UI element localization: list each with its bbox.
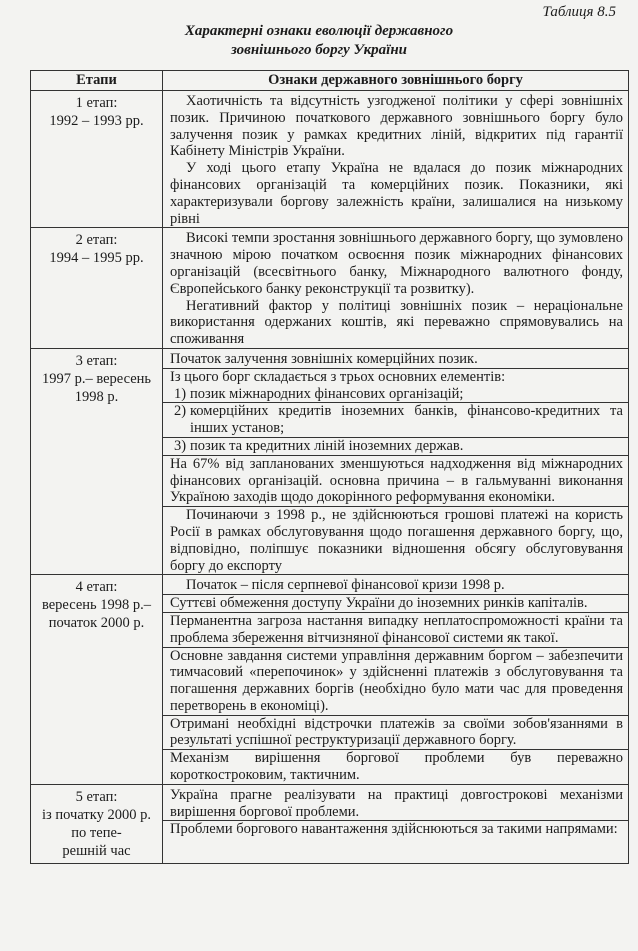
header-stages: Етапи bbox=[31, 71, 163, 91]
stage-period: 1997 р.– вересень bbox=[41, 370, 152, 387]
stage-period: 1998 р. bbox=[74, 388, 119, 405]
list-number: 2) bbox=[174, 403, 187, 420]
list-item bbox=[170, 438, 623, 455]
row-divider bbox=[163, 368, 628, 403]
list-text: позик та кредитних ліній іноземних держав. bbox=[190, 437, 464, 454]
table-number: Таблиця 8.5 bbox=[542, 4, 616, 20]
feature-paragraph: Хаотичність та відсутність узгодженої політики у сфері зовнішніх позик. Причиною початкового державного зовнішнього боргу було залучення позик у рамках кредитних ліній, відкритих під гарантії Кабінету Міністрів України. bbox=[170, 93, 623, 160]
title-line-2: зовнішнього боргу України bbox=[230, 42, 408, 58]
stage-label: 3 етап: bbox=[75, 352, 118, 369]
feature-paragraph: Отримані необхідні відстрочки платежів за своїми зобов'язаннями в результаті успішної реструктуризації державного боргу. bbox=[170, 715, 623, 749]
feature-paragraph: Суттєві обмеження доступу України до іноземних ринків капіталів. bbox=[170, 595, 588, 612]
stage-period: початок 2000 р. bbox=[48, 615, 145, 632]
row-divider bbox=[163, 647, 628, 715]
table-row bbox=[31, 575, 629, 785]
row-divider bbox=[163, 437, 628, 455]
stage-period: по тепе- bbox=[71, 824, 122, 841]
stage-label: 5 етап: bbox=[75, 788, 118, 805]
row-divider bbox=[163, 455, 628, 506]
row-divider bbox=[163, 594, 628, 612]
feature-paragraph: У ході цього етапу Україна не вдалася до позик міжнародних фінансових організацій та комерційних позик. Показники, які характеризували боргову залежність країни, залишалися на низькому рівні bbox=[170, 160, 623, 227]
table-row bbox=[31, 784, 629, 863]
feature-paragraph: Початок – після серпневої фінансової кризи 1998 р. bbox=[186, 577, 505, 594]
stage-cell bbox=[31, 91, 163, 228]
feature-paragraph: Починаючи з 1998 р., не здійснюються грошові платежі на користь Росії в рамках обслуговування щодо погашення державного боргу, що, відповідно, поліпшує показники відношення обсягу обслуговування боргу до експорту bbox=[170, 507, 623, 574]
features-cell bbox=[163, 784, 629, 863]
stage-period: 1994 – 1995 рр. bbox=[49, 250, 144, 267]
list-item bbox=[170, 403, 623, 437]
stage-label: 2 етап: bbox=[75, 232, 118, 249]
features-cell bbox=[163, 575, 629, 785]
stage-cell bbox=[31, 784, 163, 863]
evolution-table bbox=[30, 70, 629, 864]
table-row bbox=[31, 91, 629, 228]
list-text: комерційних кредитів іноземних банків, фінансово-кредитних та інших установ; bbox=[190, 403, 623, 437]
stage-period: решній час bbox=[62, 842, 131, 859]
stage-period: із початку 2000 р. bbox=[42, 806, 151, 823]
stage-cell bbox=[31, 348, 163, 574]
feature-paragraph: Основне завдання системи управління державним боргом – забезпечити тимчасовий «перепочинок» у здійсненні платежів з обслуговування та погашення державних боргів (необхідно було мати час для проведення перетворень в економіці). bbox=[170, 647, 623, 714]
table-row bbox=[31, 348, 629, 574]
row-divider bbox=[163, 402, 628, 437]
features-cell bbox=[163, 348, 629, 574]
feature-paragraph: Проблеми боргового навантаження здійснюються за такими напрямами: bbox=[170, 821, 618, 838]
feature-paragraph: Механізм вирішення боргової проблеми був переважно короткостроковим, тактичним. bbox=[170, 750, 623, 784]
feature-paragraph: Початок залучення зовнішніх комерційних позик. bbox=[170, 350, 478, 367]
table-row bbox=[31, 228, 629, 349]
feature-paragraph: Із цього борг складається з трьох основних елементів: bbox=[170, 368, 506, 385]
row-divider bbox=[163, 506, 628, 574]
features-cell bbox=[163, 91, 629, 228]
header-row bbox=[31, 71, 629, 91]
list-number: 1) bbox=[174, 385, 187, 402]
list-item bbox=[170, 386, 623, 403]
stage-label: 4 етап: bbox=[75, 579, 118, 596]
list-text: позик міжнародних фінансових організацій; bbox=[190, 385, 464, 402]
feature-paragraph: Негативний фактор у політиці зовнішніх позик – нераціональне використання одержаних коштів, які переважно спрямовувались на споживання bbox=[170, 297, 623, 348]
feature-paragraph: Перманентна загроза настання випадку неплатоспроможності країни та проблема збереження вітчизняної фінансової системи як такої. bbox=[170, 612, 623, 646]
header-features: Ознаки державного зовнішнього боргу bbox=[163, 71, 629, 91]
table-title bbox=[0, 22, 638, 60]
stage-label: 1 етап: bbox=[75, 95, 118, 111]
row-divider bbox=[163, 749, 628, 784]
stage-cell bbox=[31, 228, 163, 349]
stage-period: вересень 1998 р.– bbox=[41, 597, 152, 614]
feature-paragraph: Високі темпи зростання зовнішнього державного боргу, що зумовлено значною мірою початком освоєння позик міжнародних фінансових організацій (всесвітнього банку, Міжнародного валютного фонду, Європейського банку реконструкції та розвитку). bbox=[170, 230, 623, 297]
feature-paragraph: На 67% від запланованих зменшуються надходження від міжнародних фінансових організацій. основна причина – в гальмуванні виконання Україною заходів щодо докорінного реформування економіки. bbox=[170, 455, 623, 506]
list-number: 3) bbox=[174, 437, 187, 454]
feature-paragraph: Україна прагне реалізувати на практиці довгострокові механізми вирішення боргової проблеми. bbox=[170, 786, 623, 820]
row-divider bbox=[163, 715, 628, 750]
features-cell bbox=[163, 228, 629, 349]
stage-cell bbox=[31, 575, 163, 785]
stage-period: 1992 – 1993 рр. bbox=[49, 113, 144, 129]
row-divider bbox=[163, 820, 628, 838]
title-line-1: Характерні ознаки еволюції державного bbox=[184, 23, 454, 39]
row-divider bbox=[163, 612, 628, 647]
